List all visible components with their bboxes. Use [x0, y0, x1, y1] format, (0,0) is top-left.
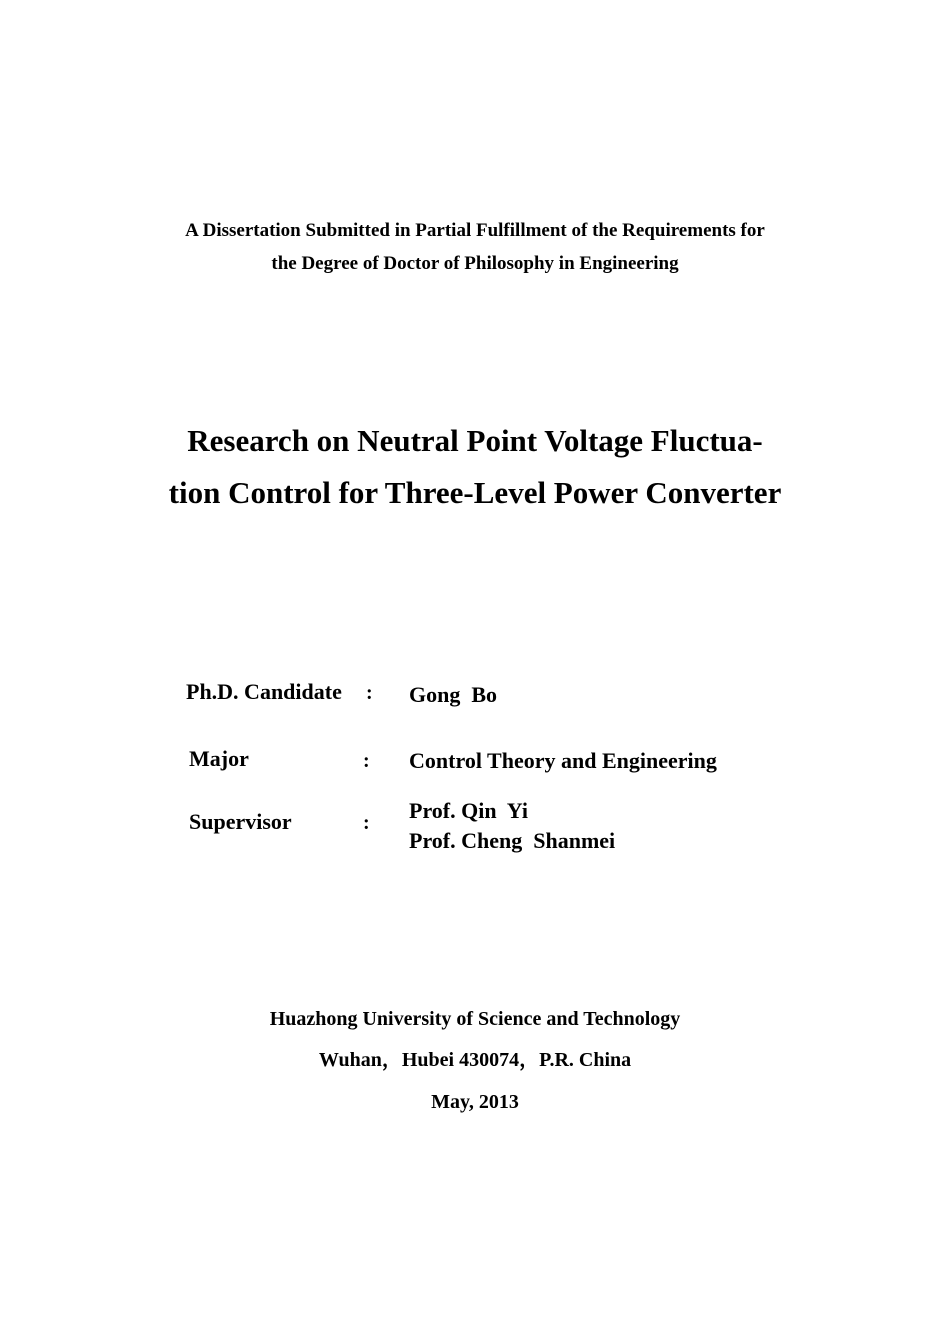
university-name: Huazhong University of Science and Technology	[269, 1008, 681, 1030]
candidate-label: Ph.D. Candidate	[186, 679, 342, 704]
candidate-name: Gong Bo	[409, 682, 498, 707]
major-value: Control Theory and Engineering	[409, 748, 717, 773]
dissertation-title-line-1: Research on Neutral Point Voltage Fluctua-	[187, 423, 763, 458]
university-address: Wuhan，Hubei 430074，P.R. China	[318, 1049, 632, 1071]
major-colon: :	[363, 750, 370, 772]
degree-statement-line-2: the Degree of Doctor of Philosophy in Engineering	[271, 253, 679, 274]
supervisor-label: Supervisor	[189, 809, 292, 834]
degree-statement-line-1: A Dissertation Submitted in Partial Fulfillment of the Requirements for	[185, 220, 765, 241]
supervisor-name-1: Prof. Qin Yi	[409, 798, 528, 823]
supervisor-colon: :	[363, 812, 370, 834]
supervisor-name-2: Prof. Cheng Shanmei	[409, 828, 616, 853]
major-label: Major	[189, 746, 249, 771]
dissertation-title-line-2: tion Control for Three-Level Power Converter	[168, 475, 782, 510]
candidate-colon: :	[366, 682, 373, 704]
submission-date: May, 2013	[431, 1091, 519, 1113]
